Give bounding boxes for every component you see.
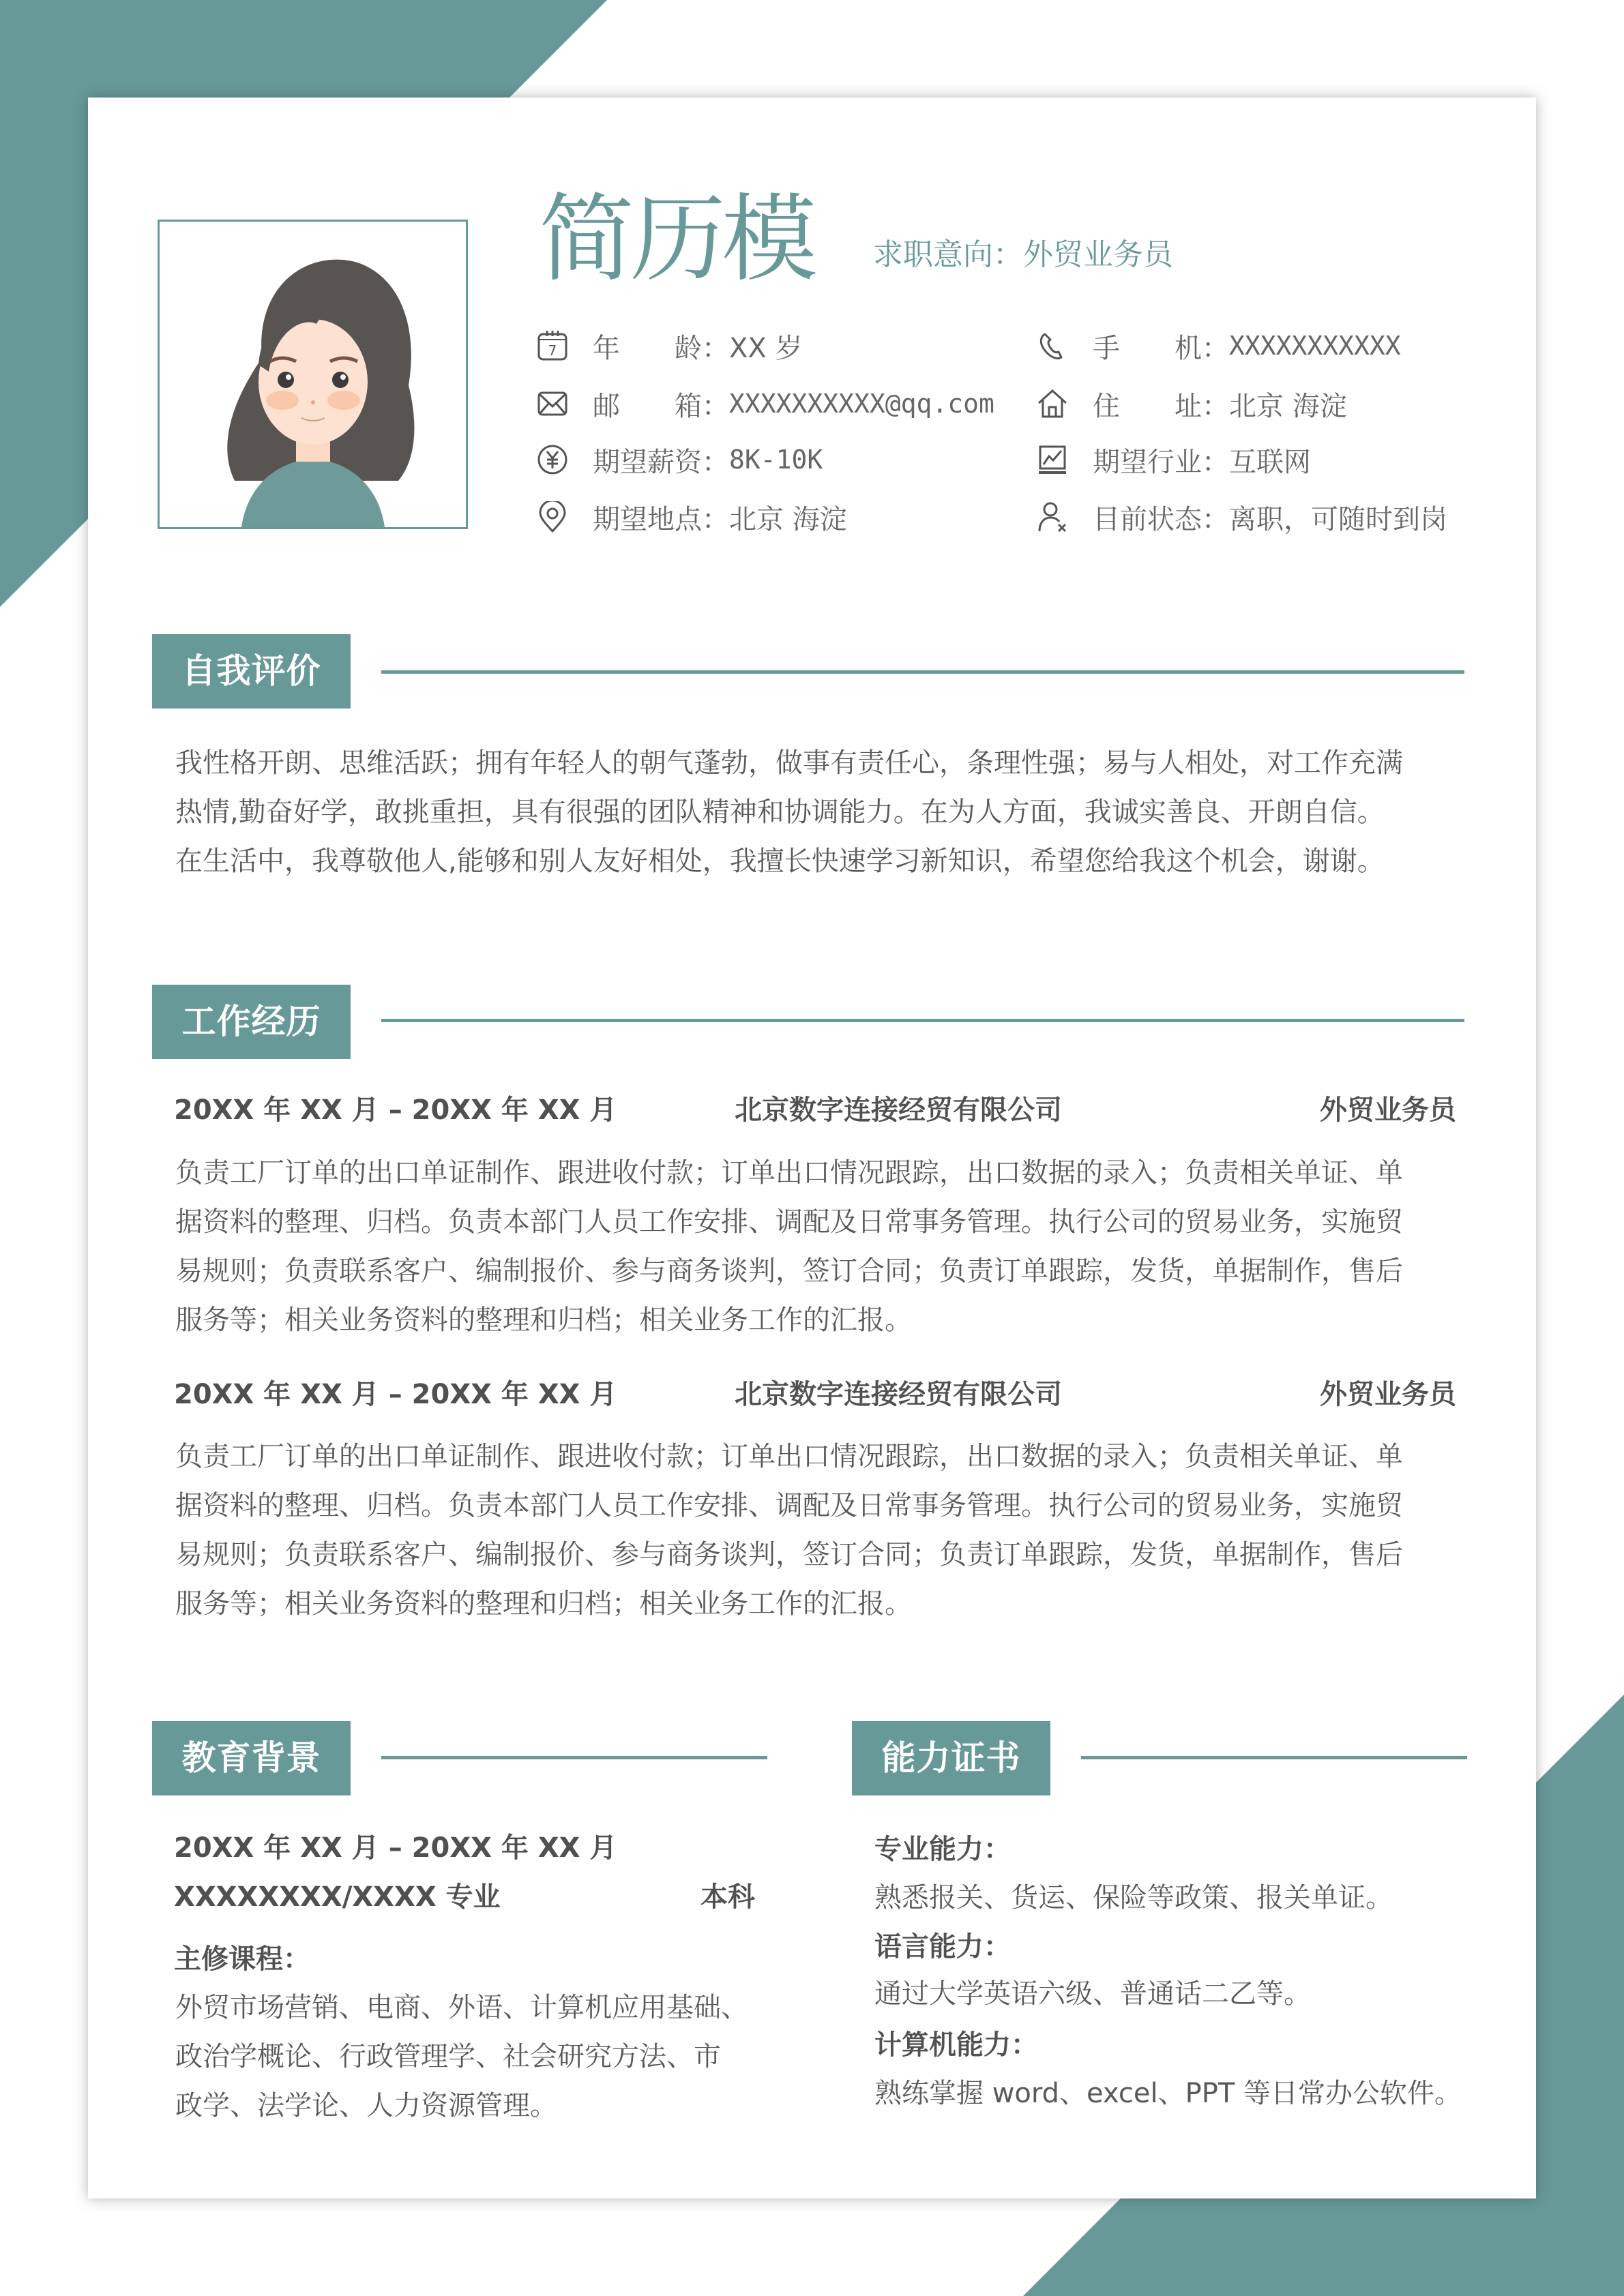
education-major-row	[174, 1877, 755, 1918]
job-intent	[873, 235, 1173, 275]
self-eval-text: 我性格开朗、思维活跃；拥有年轻人的朝气蓬勃，做事有责任心，条理性强；易与人相处，对工作充满 热情,勤奋好学，敢挑重担，具有很强的团队精神和协调能力。在为人方面，我诚实善良、开朗自信。 在生活中，我尊敬他人,能够和别人友好相处，我擅长快速学习新知识，希望您给我这个机会，谢谢。	[175, 747, 1403, 877]
courses-text: 外贸市场营销、电商、外语、计算机应用基础、 政治学概论、行政管理学、社会研究方法、市 政学、法学论、人力资源管理。	[175, 1992, 748, 2121]
age-label: 年 龄	[593, 332, 702, 364]
section-divider	[381, 1756, 767, 1759]
info-email: 邮 箱 ： XXXXXXXXXX@qq.com	[537, 383, 994, 424]
section-divider	[381, 1019, 1464, 1022]
phone-icon	[1037, 330, 1068, 361]
job-period: 20XX 年 XX 月 – 20XX 年 XX 月	[174, 1094, 617, 1126]
ability-label-professional: 专业能力：	[874, 1834, 1011, 1865]
industry-label: 期望行业	[1093, 446, 1202, 478]
section-divider	[381, 670, 1464, 674]
info-phone: 手 机 ： XXXXXXXXXXX	[1037, 325, 1401, 366]
job-period: 20XX 年 XX 月 – 20XX 年 XX 月	[174, 1379, 617, 1410]
ability-text-language: 通过大学英语六级、普通话二乙等。	[874, 1978, 1311, 2010]
job-company: 北京数字连接经贸有限公司	[735, 1094, 1062, 1126]
job-company: 北京数字连接经贸有限公司	[735, 1379, 1062, 1410]
industry-value: 互联网	[1229, 446, 1311, 478]
ability-label-language: 语言能力：	[874, 1931, 1011, 1963]
email-value: XXXXXXXXXX@qq.com	[729, 389, 994, 419]
job-title: 外贸业务员	[1320, 1379, 1456, 1410]
mail-icon	[537, 388, 568, 419]
info-age: 7 年 龄 ： XX 岁	[537, 325, 803, 366]
job-1-description: 负责工厂订单的出口单证制作、跟进收付款；订单出口情况跟踪，出口数据的录入；负责相关单证、单 据资料的整理、归档。负责本部门人员工作安排、调配及日常事务管理。执行公司的贸易业务，实施贸 易规则；负责联系客户、编制报价、参与商务谈判，签订合同；负责订单跟踪，发货，单据制作，售后 服务等；相关业务资料的整理和归档；相关业务工作的汇报。	[175, 1157, 1403, 1336]
location-value: 北京 海淀	[729, 503, 847, 535]
job-title: 外贸业务员	[1320, 1094, 1456, 1126]
info-industry: 期望行业 ： 互联网	[1037, 439, 1311, 480]
ability-text-computer: 熟练掌握 word、excel、PPT 等日常办公软件。	[874, 2078, 1462, 2109]
job-1-header	[174, 1090, 1456, 1131]
email-label: 邮 箱	[593, 390, 702, 422]
job-intent-value: 外贸业务员	[1023, 237, 1173, 272]
address-value: 北京 海淀	[1229, 390, 1347, 422]
job-2-header	[174, 1374, 1456, 1415]
job-2-description: 负责工厂订单的出口单证制作、跟进收付款；订单出口情况跟踪，出口数据的录入；负责相关单证、单 据资料的整理、归档。负责本部门人员工作安排、调配及日常事务管理。执行公司的贸易业务，实施贸 易规则；负责联系客户、编制报价、参与商务谈判，签订合同；负责订单跟踪，发货，单据制作，售后 服务等；相关业务资料的整理和归档；相关业务工作的汇报。	[175, 1441, 1403, 1620]
section-heading-abilities: 能力证书	[852, 1721, 1050, 1795]
salary-label: 期望薪资	[593, 446, 702, 478]
job-intent-label: 求职意向：	[873, 237, 1023, 272]
education-period: 20XX 年 XX 月 – 20XX 年 XX 月	[174, 1832, 617, 1864]
user-x-icon	[1037, 501, 1068, 533]
ability-label-computer: 计算机能力：	[874, 2029, 1038, 2061]
calendar-icon	[537, 330, 568, 361]
resume-title: 简历模	[539, 184, 814, 295]
home-icon	[1037, 388, 1068, 419]
address-label: 住 址	[1093, 390, 1202, 422]
section-heading-work: 工作经历	[152, 985, 351, 1059]
salary-value: 8K-10K	[729, 445, 823, 475]
status-value: 离职，可随时到岗	[1229, 503, 1447, 535]
info-salary: 期望薪资 ： 8K-10K	[537, 439, 823, 480]
svg-text:7: 7	[548, 342, 557, 359]
yen-icon	[537, 444, 568, 475]
location-label: 期望地点	[593, 503, 702, 535]
education-major: XXXXXXXX/XXXX 专业	[174, 1881, 501, 1913]
profile-photo	[158, 220, 468, 529]
age-value: XX 岁	[729, 332, 803, 364]
phone-label: 手 机	[1093, 332, 1202, 364]
ability-text-professional: 熟悉报关、货运、保险等政策、报关单证。	[874, 1882, 1393, 1913]
info-address: 住 址 ： 北京 海淀	[1037, 383, 1347, 424]
courses-label: 主修课程：	[174, 1943, 310, 1975]
location-pin-icon	[537, 501, 568, 533]
education-degree: 本科	[700, 1881, 755, 1913]
info-status: 目前状态 ： 离职，可随时到岗	[1037, 496, 1447, 537]
info-location: 期望地点 ： 北京 海淀	[537, 496, 847, 537]
status-label: 目前状态	[1093, 503, 1202, 535]
avatar-illustration	[160, 222, 466, 527]
phone-value: XXXXXXXXXXX	[1229, 331, 1401, 361]
trend-chart-icon	[1037, 444, 1068, 475]
section-divider	[1081, 1756, 1467, 1759]
section-heading-education: 教育背景	[152, 1721, 351, 1795]
section-heading-self-eval: 自我评价	[152, 634, 351, 709]
